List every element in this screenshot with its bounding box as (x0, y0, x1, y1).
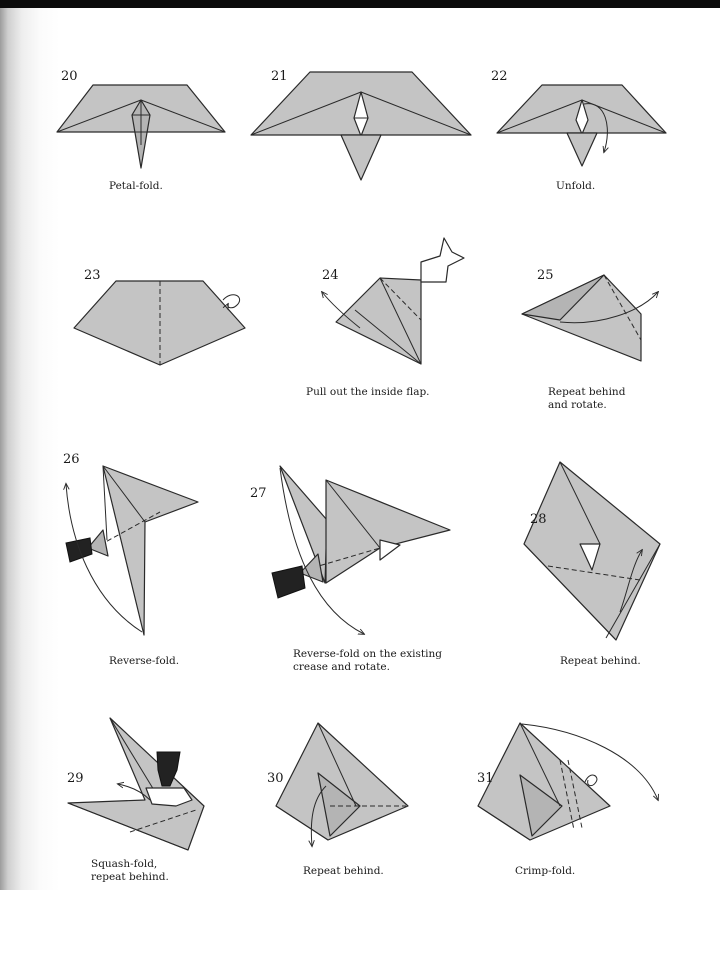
step-number-20: 20 (61, 69, 78, 84)
step-number-27: 27 (250, 486, 267, 501)
step-31-diagram (478, 723, 658, 840)
step-30-caption: Repeat behind. (303, 865, 384, 877)
step-number-22: 22 (491, 69, 508, 84)
step-27-diagram (272, 466, 450, 634)
step-25-diagram (522, 275, 658, 361)
step-number-30: 30 (267, 771, 284, 786)
step-21-diagram (251, 69, 471, 180)
step-26-caption: Reverse-fold. (109, 655, 180, 667)
step-number-29: 29 (67, 771, 84, 786)
step-number-24: 24 (322, 268, 339, 283)
step-28-caption: Repeat behind. (560, 655, 641, 667)
step-number-31: 31 (477, 771, 494, 786)
step-number-26: 26 (63, 452, 80, 467)
step-28-diagram (524, 462, 660, 640)
step-number-25: 25 (537, 268, 554, 283)
step-23-diagram (74, 281, 245, 365)
step-25-caption-line2: and rotate. (548, 399, 607, 411)
step-24-diagram (322, 238, 464, 364)
step-24-caption: Pull out the inside flap. (306, 386, 430, 398)
step-20-caption: Petal-fold. (109, 180, 163, 192)
step-26-diagram (66, 466, 198, 635)
step-20-diagram (57, 85, 225, 168)
step-31-caption: Crimp-fold. (515, 865, 576, 877)
step-number-23: 23 (84, 268, 101, 283)
step-27-caption-line1: Reverse-fold on the existing (293, 648, 442, 660)
step-number-28: 28 (530, 512, 547, 527)
step-25-caption-line1: Repeat behind (548, 386, 626, 398)
step-22-caption: Unfold. (556, 180, 596, 192)
step-number-21: 21 (271, 69, 288, 84)
step-29-caption-line2: repeat behind. (91, 871, 169, 883)
step-30-diagram (276, 723, 408, 846)
step-27-caption-line2: crease and rotate. (293, 661, 390, 673)
step-29-diagram (68, 718, 204, 850)
step-22-diagram (497, 85, 666, 166)
step-29-caption-line1: Squash-fold, (91, 858, 158, 870)
